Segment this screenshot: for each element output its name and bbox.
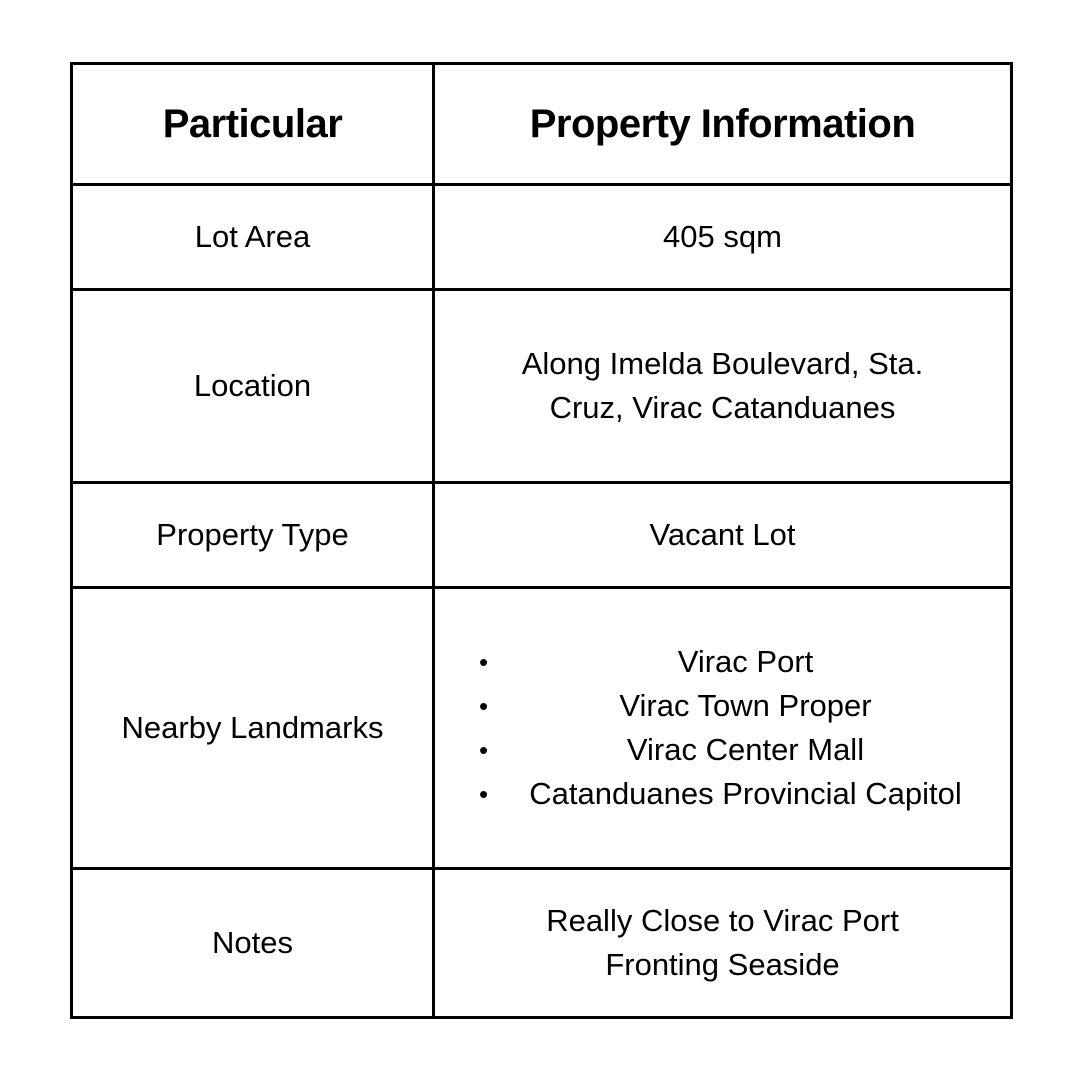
landmark-text: Virac Town Proper <box>619 688 872 723</box>
table-row <box>72 869 1012 1018</box>
landmarks-list <box>459 640 986 816</box>
location-line-1: Along Imelda Boulevard, Sta. <box>521 346 924 381</box>
list-item <box>459 772 986 816</box>
notes-line-1: Really Close to Virac Port <box>546 903 899 938</box>
list-item <box>459 640 986 684</box>
notes-line-2: Fronting Seaside <box>605 947 840 982</box>
landmark-text: Virac Port <box>677 644 814 679</box>
bullet-icon: • <box>479 691 489 721</box>
bullet-icon: • <box>479 647 489 677</box>
landmark-text: Virac Center Mall <box>626 732 865 767</box>
value-lot-area: 405 sqm <box>434 185 1012 290</box>
header-particular: Particular <box>72 64 434 185</box>
header-property-information: Property Information <box>434 64 1012 185</box>
value-nearby-landmarks <box>434 588 1012 869</box>
label-location: Location <box>72 290 434 483</box>
label-lot-area: Lot Area <box>72 185 434 290</box>
table-row <box>72 483 1012 588</box>
label-property-type: Property Type <box>72 483 434 588</box>
location-line-2: Cruz, Virac Catanduanes <box>549 390 896 425</box>
list-item <box>459 684 986 728</box>
table-row <box>72 588 1012 869</box>
property-info-table <box>70 62 1013 1019</box>
landmark-text: Catanduanes Provincial Capitol <box>529 776 962 811</box>
label-nearby-landmarks: Nearby Landmarks <box>72 588 434 869</box>
table-row <box>72 290 1012 483</box>
bullet-icon: • <box>479 735 489 765</box>
table-header-row <box>72 64 1012 185</box>
bullet-icon: • <box>479 779 489 809</box>
value-notes <box>434 869 1012 1018</box>
table-row <box>72 185 1012 290</box>
label-notes: Notes <box>72 869 434 1018</box>
list-item <box>459 728 986 772</box>
value-property-type: Vacant Lot <box>434 483 1012 588</box>
value-location <box>434 290 1012 483</box>
